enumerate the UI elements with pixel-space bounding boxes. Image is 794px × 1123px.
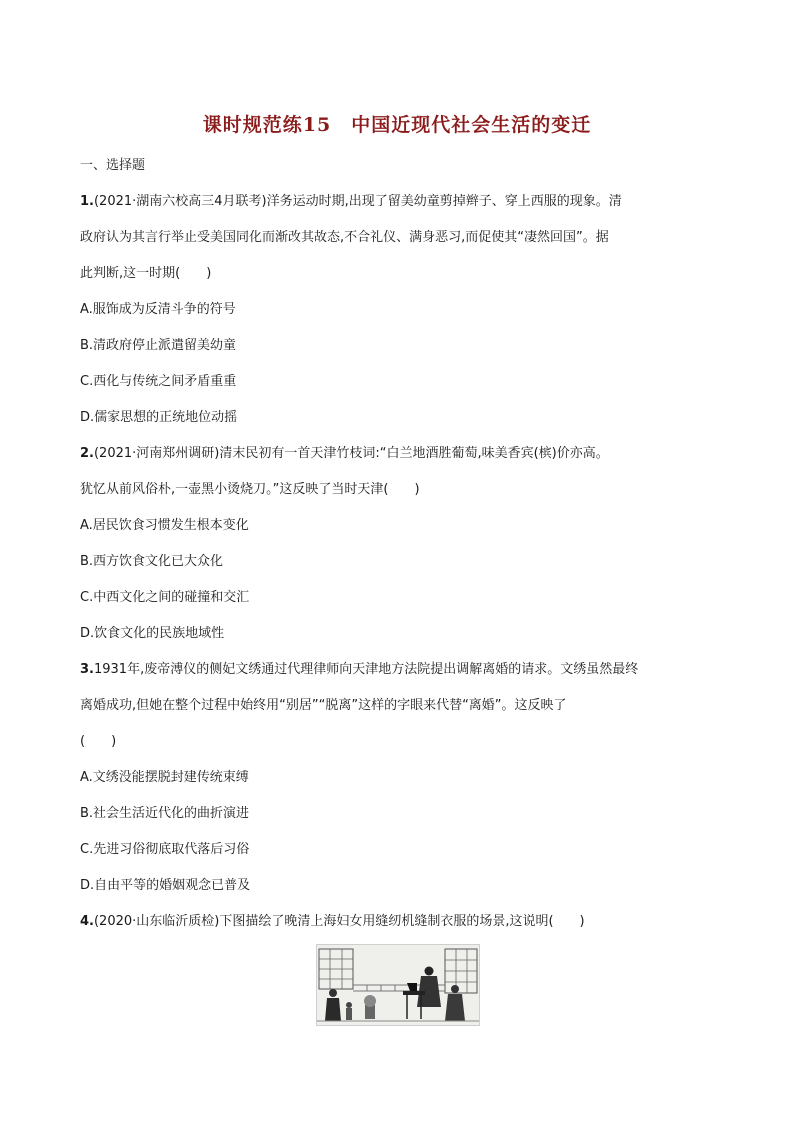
question-3-line-3: ( ) — [80, 734, 117, 749]
question-1-option-b: B.清政府停止派遣留美幼童 — [80, 338, 237, 353]
question-3-line-2: 离婚成功,但她在整个过程中始终用“别居”“脱离”这样的字眼来代替“离婚”。这反映了 — [80, 698, 567, 713]
question-3-option-b: B.社会生活近代化的曲折演进 — [80, 806, 250, 821]
question-text: 1931年,废帝溥仪的侧妃文绣通过代理律师向天津地方法院提出调解离婚的请求。文绣虽然最终 — [93, 662, 639, 677]
question-number: 3. — [80, 662, 94, 677]
question-3-option-a: A.文绣没能摆脱封建传统束缚 — [80, 770, 249, 785]
question-text: (2021·河南郑州调研)清末民初有一首天津竹枝词:“白兰地酒胜葡萄,味美香宾(槟)价亦高。 — [93, 446, 609, 461]
question-3-line-1 — [80, 658, 638, 677]
question-3-option-d: D.自由平等的婚姻观念已普及 — [80, 878, 251, 893]
illustration-drawing — [317, 945, 479, 1025]
question-number: 4. — [80, 914, 94, 929]
question-1-line-1 — [80, 190, 622, 209]
page-title: 课时规范练15 中国近现代社会生活的变迁 — [202, 114, 592, 136]
question-3-option-c: C.先进习俗彻底取代落后习俗 — [80, 842, 250, 857]
question-2-option-b: B.西方饮食文化已大众化 — [80, 554, 224, 569]
section-heading: 一、选择题 — [80, 158, 146, 173]
question-2-line-2: 犹忆从前风俗朴,一壶黑小烫烧刀。”这反映了当时天津( ) — [80, 482, 420, 497]
question-4-line-1 — [80, 910, 585, 929]
question-1-line-2: 政府认为其言行举止受美国同化而渐改其故态,不合礼仪、满身恶习,而促使其“凄然回国”。据 — [80, 230, 609, 245]
question-1-option-d: D.儒家思想的正统地位动摇 — [80, 410, 238, 425]
question-text: (2021·湖南六校高三4月联考)洋务运动时期,出现了留美幼童剪掉辫子、穿上西服的现象。清 — [93, 194, 622, 209]
question-text: (2020·山东临沂质检)下图描绘了晚清上海妇女用缝纫机缝制衣服的场景,这说明( ) — [93, 914, 585, 929]
question-1-line-3: 此判断,这一时期( ) — [80, 266, 212, 281]
question-2-option-c: C.中西文化之间的碰撞和交汇 — [80, 590, 250, 605]
question-1-option-c: C.西化与传统之间矛盾重重 — [80, 374, 237, 389]
question-1-option-a: A.服饰成为反清斗争的符号 — [80, 302, 236, 317]
question-number: 2. — [80, 446, 94, 461]
question-number: 1. — [80, 194, 94, 209]
question-2-option-a: A.居民饮食习惯发生根本变化 — [80, 518, 249, 533]
question-2-line-1 — [80, 442, 609, 461]
sewing-machine-illustration — [316, 944, 480, 1026]
question-2-option-d: D.饮食文化的民族地域性 — [80, 626, 225, 641]
